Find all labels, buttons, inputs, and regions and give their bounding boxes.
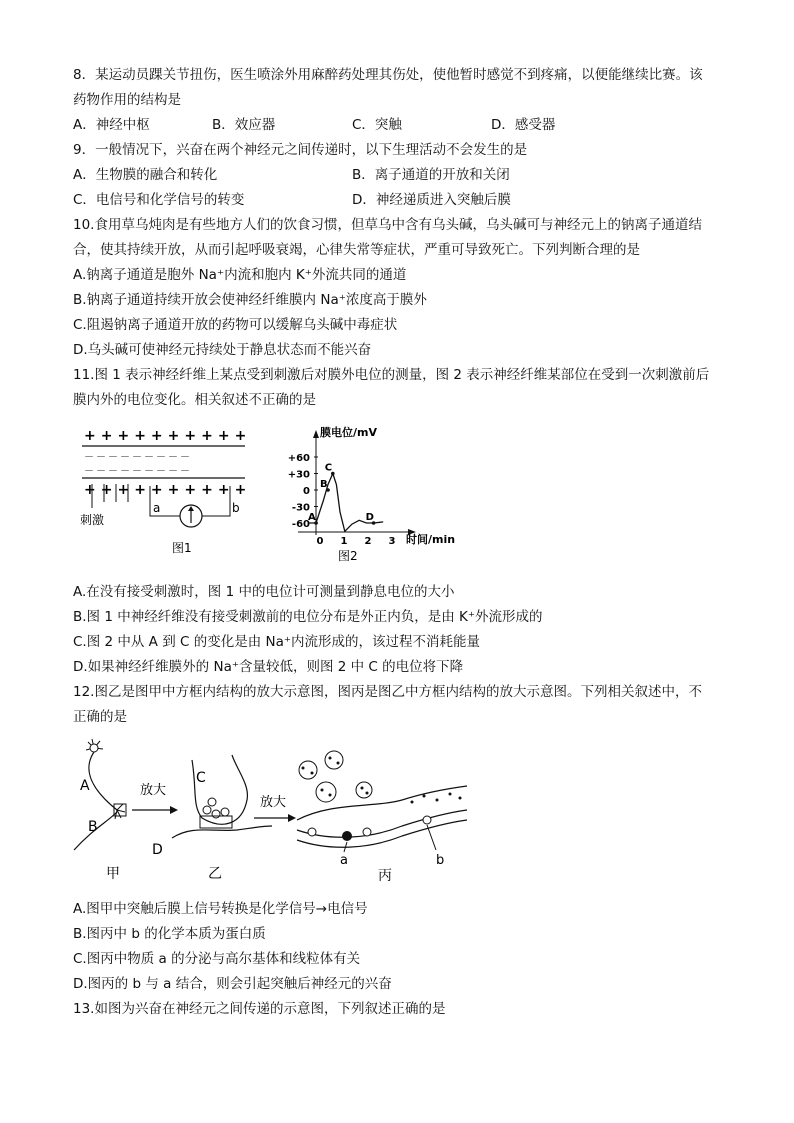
q13-stem: 13.如图为兴奋在神经元之间传递的示意图，下列叙述正确的是 [73, 1001, 446, 1017]
q11-option-b: B.图 1 中神经纤维没有接受刺激前的电位分布是外正内负，是由 K⁺外流形成的 [73, 609, 543, 625]
bing-receptor-b [423, 816, 431, 824]
fig2-label-D: D [365, 512, 374, 523]
fig1-stimulus-label: 刺激 [80, 513, 105, 527]
q9-option-c: C．电信号和化学信号的转变 [73, 192, 245, 208]
fig1-plus-row: ++++++++++ [84, 428, 252, 444]
fig2-label-A: A [308, 512, 316, 523]
figure-synapse [72, 730, 472, 890]
q11-stem-line1: 11.图 1 表示神经纤维上某点受到刺激后对膜外电位的测量，图 2 表示神经纤维某部位在受到一次刺激前后 [73, 367, 710, 383]
q9-option-a: A．生物膜的融合和转化 [73, 167, 218, 183]
figure-1 [80, 420, 260, 560]
fig2-ytick-label: +60 [287, 453, 310, 464]
q9-option-b: B．离子通道的开放和关闭 [352, 167, 510, 183]
jia-synapse-terminals [115, 804, 125, 819]
bing-postsynaptic-membrane-bottom [297, 820, 467, 847]
bing-receptor-1 [308, 828, 316, 836]
jia-label-B: B [88, 819, 98, 835]
jia-axon-a [89, 752, 117, 810]
fig2-ylabel: 膜电位/mV [320, 426, 377, 439]
bing-vesicle-2 [325, 751, 343, 769]
bing-molecule-dot [459, 797, 462, 800]
zoom-label-2: 放大 [260, 795, 287, 810]
q8-option-b: B．效应器 [212, 117, 276, 133]
q9-stem: 9．一般情况下，兴奋在两个神经元之间传递时，以下生理活动不会发生的是 [73, 142, 528, 158]
yi-caption: 乙 [208, 866, 222, 882]
q8-stem-line1: 8．某运动员踝关节扭伤，医生喷涂外用麻醉药处理其伤处，使他暂时感觉不到疼痛，以便能继续比赛。该 [73, 67, 703, 83]
q9-option-d: D．神经递质进入突触后膜 [352, 192, 511, 208]
bing-transmitter-a [342, 831, 352, 841]
bing-label-a: a [340, 853, 348, 868]
fig1-plus-row-bottom: ++++++++++ [84, 482, 252, 498]
fig2-label-B: B [320, 479, 328, 490]
bing-molecule-dot [423, 795, 426, 798]
bing-molecule-dot [311, 772, 314, 775]
bing-molecule-dot [436, 799, 439, 802]
fig2-ytick-label: -60 [291, 519, 310, 530]
q11-option-d: D.如果神经纤维膜外的 Na⁺含量较低，则图 2 中 C 的电位将下降 [73, 659, 464, 675]
bing-molecule-dot [411, 801, 414, 804]
fig2-y-arrow [313, 430, 319, 438]
jia-cell-body [90, 744, 98, 752]
fig2-label-C: C [324, 462, 333, 474]
yi-label-C: C [196, 770, 206, 786]
bing-label-b: b [436, 853, 445, 868]
yi-vesicle-4 [208, 798, 216, 806]
q11-option-c: C.图 2 中从 A 到 C 的变化是由 Na⁺内流形成的，该过程不消耗能量 [73, 634, 481, 650]
fig2-xlabel: 时间/min [406, 533, 456, 546]
q10-option-a: A.钠离子通道是胞外 Na⁺内流和胞内 K⁺外流共同的通道 [73, 267, 407, 283]
q10-option-b: B.钠离子通道持续开放会使神经纤维膜内 Na⁺浓度高于膜外 [73, 292, 427, 308]
fig2-ytick-label: +30 [287, 469, 310, 481]
q8-option-a: A．神经中枢 [73, 117, 150, 133]
bing-molecule-dot [361, 787, 364, 790]
bing-receptor-2 [363, 828, 371, 836]
yi-vesicle-2 [212, 810, 220, 818]
bing-vesicle-3 [316, 782, 336, 802]
fig1-caption: 图1 [172, 541, 192, 555]
q10-option-c: C.阻遏钠离子通道开放的药物可以缓解乌头碱中毒症状 [73, 317, 398, 333]
bing-molecule-dot [329, 794, 332, 797]
q11-stem-line2: 膜内外的电位变化。相关叙述不正确的是 [73, 392, 316, 408]
jia-label-A: A [80, 778, 90, 794]
q8-stem-line2: 药物作用的结构是 [73, 92, 181, 108]
bing-molecule-dot [337, 762, 340, 765]
q12-option-c: C.图丙中物质 a 的分泌与高尔基体和线粒体有关 [73, 951, 361, 967]
q12-stem-line1: 12.图乙是图甲中方框内结构的放大示意图，图丙是图乙中方框内结构的放大示意图。下列相关叙述中，不 [73, 684, 702, 700]
q8-option-d: D．感受器 [491, 117, 556, 133]
zoom-label-1: 放大 [140, 783, 167, 798]
zoom-arrowhead-2 [288, 814, 296, 822]
fig2-ytick-label: -30 [291, 502, 310, 514]
yi-label-D: D [152, 842, 163, 858]
fig1-minus-row-1: －－－－－－－－－ [84, 452, 192, 463]
q11-option-a: A.在没有接受刺激时，图 1 中的电位计可测量到静息电位的大小 [73, 584, 455, 600]
q12-option-a: A.图甲中突触后膜上信号转换是化学信号→电信号 [73, 901, 368, 917]
bing-vesicle-1 [299, 761, 317, 779]
figure-2-chart [268, 420, 468, 565]
fig-bing-cleft [297, 751, 467, 884]
bing-vesicle-4 [356, 782, 372, 798]
q10-stem-line1: 10.食用草乌炖肉是有些地方人们的饮食习惯，但草乌中含有乌头碱，乌头碱可与神经元上的钠离子通道结 [73, 217, 702, 233]
zoom-arrowhead-1 [170, 806, 178, 814]
bing-molecule-dot [449, 793, 452, 796]
fig2-xtick-label: 0 [316, 536, 324, 547]
q10-option-d: D.乌头碱可使神经元持续处于静息状态而不能兴奋 [73, 342, 372, 358]
fig2-xtick-label: 1 [340, 536, 348, 547]
fig1-minus-row-2: －－－－－－－－－ [84, 466, 192, 477]
fig2-ytick-label: 0 [303, 486, 310, 497]
q12-option-b: B.图丙中 b 的化学本质为蛋白质 [73, 926, 266, 942]
bing-molecule-dot [302, 767, 305, 770]
bing-molecule-dot [321, 789, 324, 792]
yi-vesicle-3 [221, 808, 229, 816]
fig2-xtick-label: 3 [388, 536, 396, 547]
q12-stem-line2: 正确的是 [73, 709, 127, 725]
bing-leader-b [427, 825, 436, 850]
fig-jia-neuron [74, 739, 126, 882]
fig2-caption: 图2 [338, 549, 358, 563]
bing-caption: 丙 [378, 868, 392, 884]
fig2-xtick-label: 2 [364, 536, 372, 547]
yi-vesicle-1 [203, 806, 211, 814]
bing-molecule-dot [329, 757, 332, 760]
fig2-x-ticks [317, 536, 396, 547]
fig1-label-b: b [232, 501, 240, 515]
bing-postsynaptic-membrane-top [297, 810, 467, 837]
bing-molecule-dot [366, 792, 369, 795]
q12-option-d: D.图丙的 b 与 a 结合，则会引起突触后神经元的兴奋 [73, 976, 392, 992]
q10-stem-line2: 合，使其持续开放，从而引起呼吸衰竭，心律失常等症状，严重可导致死亡。下列判断合理的是 [73, 242, 640, 258]
fig1-label-a: a [153, 501, 161, 515]
jia-caption: 甲 [106, 866, 120, 882]
q8-option-c: C．突触 [352, 117, 402, 133]
